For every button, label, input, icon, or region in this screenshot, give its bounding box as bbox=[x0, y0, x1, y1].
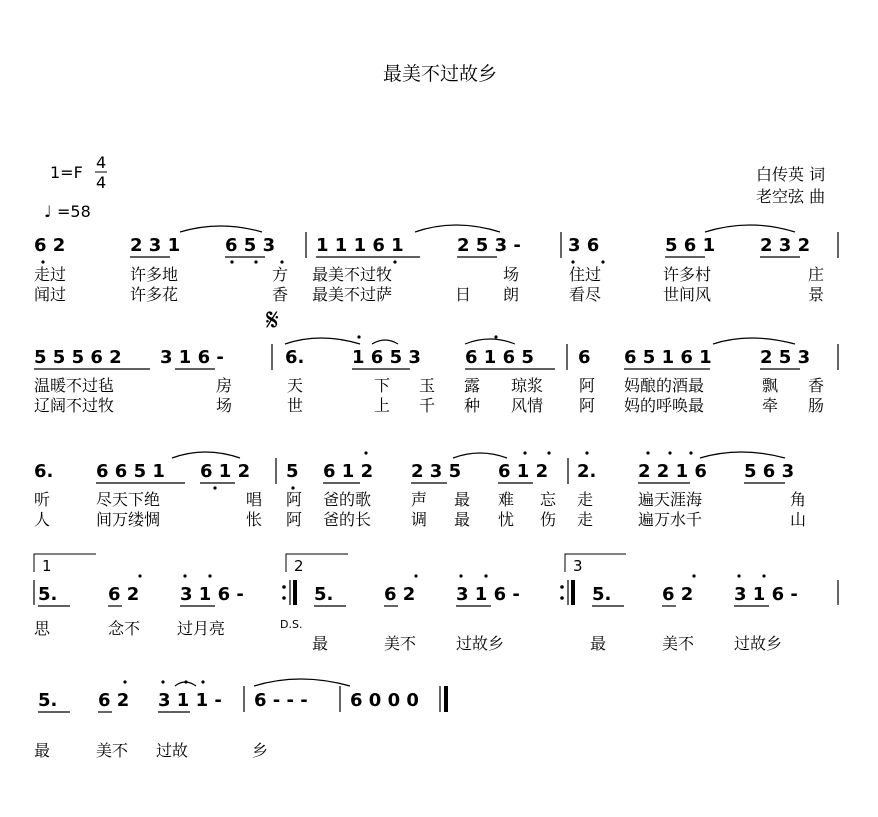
slur bbox=[372, 340, 398, 344]
lyric: 世 bbox=[287, 396, 304, 415]
octave-dot bbox=[547, 451, 550, 454]
octave-dot bbox=[208, 574, 211, 577]
lyric: 牵 bbox=[762, 396, 779, 415]
lyric: 忧 bbox=[498, 510, 515, 529]
note-group: 6 1 2 bbox=[498, 461, 549, 482]
note-group: 6 2 bbox=[662, 584, 694, 605]
octave-dot bbox=[123, 680, 126, 683]
lyric: 遍万水千 bbox=[638, 510, 703, 529]
note-group: 3 6 bbox=[568, 235, 600, 256]
octave-dot bbox=[230, 260, 233, 263]
note-group: 6 5 1 6 1 bbox=[624, 347, 712, 368]
note-group: 5 6 1 bbox=[665, 235, 716, 256]
lyric: 天 bbox=[287, 376, 304, 395]
lyric: 人 bbox=[34, 510, 51, 529]
lyric: 最 bbox=[454, 490, 471, 509]
octave-dot bbox=[571, 260, 574, 263]
slur bbox=[172, 452, 240, 458]
note-group: 6 2 bbox=[34, 235, 66, 256]
lyric: 场 bbox=[503, 265, 520, 284]
lyric: 间万缕惆 bbox=[96, 510, 161, 529]
lyric: 阿 bbox=[579, 376, 596, 395]
octave-dot bbox=[254, 260, 257, 263]
lyric: 许多村 bbox=[663, 265, 712, 284]
note-group: 5 5 5 6 2 bbox=[34, 347, 122, 368]
note-group: 2 3 5 bbox=[411, 461, 462, 482]
lyric: 调 bbox=[411, 510, 428, 529]
tempo-value: =58 bbox=[57, 202, 91, 221]
lyric: 种 bbox=[464, 396, 481, 415]
slur bbox=[713, 338, 795, 344]
note-group: 2 5 3 bbox=[760, 347, 811, 368]
lyric: 朗 bbox=[503, 285, 520, 304]
octave-dot bbox=[201, 680, 204, 683]
lyric: 最 bbox=[590, 634, 607, 653]
lyric: 琼浆 bbox=[511, 376, 544, 395]
lyric: 飘 bbox=[762, 376, 779, 395]
lyric: 美不 bbox=[662, 634, 695, 653]
lyric: 阿 bbox=[286, 510, 303, 529]
octave-dot bbox=[393, 260, 396, 263]
lyric: 乡 bbox=[252, 741, 269, 760]
lyric: 下 bbox=[374, 376, 391, 395]
slur bbox=[453, 453, 507, 458]
octave-dot bbox=[459, 574, 462, 577]
note-group: 6 2 bbox=[384, 584, 416, 605]
lyric: 声 bbox=[411, 490, 428, 509]
lyric: 风情 bbox=[511, 396, 544, 415]
note-group: 2 3 2 bbox=[760, 235, 811, 256]
note-group: 2. bbox=[577, 461, 597, 482]
note-group: 5 bbox=[286, 461, 299, 482]
note-group: 6. bbox=[34, 461, 54, 482]
octave-dot bbox=[183, 574, 186, 577]
repeat-dot bbox=[282, 596, 286, 600]
lyric: 山 bbox=[790, 510, 807, 529]
lyric: 过月亮 bbox=[177, 619, 226, 638]
octave-dot bbox=[523, 451, 526, 454]
lyric: 思 bbox=[34, 619, 51, 638]
lyric: 念不 bbox=[108, 619, 141, 638]
lyric: 世间风 bbox=[663, 285, 712, 304]
lyric: 走过 bbox=[34, 265, 67, 284]
slur bbox=[415, 225, 500, 232]
note-group: 5. bbox=[38, 690, 58, 711]
repeat-dot bbox=[282, 585, 286, 589]
lyric: 场 bbox=[216, 396, 233, 415]
lyric: 玉 bbox=[419, 376, 436, 395]
lyric: 温暖不过毡 bbox=[34, 376, 115, 395]
note-group: 1 1 1 6 1 bbox=[316, 235, 404, 256]
lyric: 听 bbox=[34, 490, 51, 509]
octave-dot bbox=[689, 451, 692, 454]
volta-number: 3 bbox=[573, 557, 583, 575]
lyric: 景 bbox=[808, 285, 825, 304]
lyric: 辽阔不过牧 bbox=[34, 396, 115, 415]
lyric: 千 bbox=[419, 396, 436, 415]
note-group: 2 2 1 6 bbox=[638, 461, 707, 482]
note-group: 6 1 2 bbox=[323, 461, 374, 482]
lyric: 走 bbox=[577, 510, 594, 529]
lyric: 美不 bbox=[96, 741, 129, 760]
row-3 bbox=[34, 451, 794, 489]
octave-dot bbox=[585, 451, 588, 454]
lyric: 爸的歌 bbox=[323, 490, 372, 509]
note-group: 2 3 1 bbox=[130, 235, 181, 256]
octave-dot bbox=[414, 574, 417, 577]
octave-dot bbox=[692, 574, 695, 577]
composer-credit: 老空弦 曲 bbox=[756, 187, 826, 206]
lyric: 最美不过萨 bbox=[312, 285, 393, 304]
song-title: 最美不过故乡 bbox=[382, 63, 498, 85]
note-group: 6 2 bbox=[98, 690, 130, 711]
lyric: 日 bbox=[455, 285, 472, 304]
note-group: 3 1 1 - bbox=[158, 690, 222, 711]
volta-number: 2 bbox=[294, 557, 304, 575]
octave-dot bbox=[357, 335, 360, 338]
note-group: 6 5 3 bbox=[225, 235, 276, 256]
octave-dot bbox=[762, 574, 765, 577]
lyric: 最美不过牧 bbox=[312, 265, 393, 284]
slur bbox=[700, 452, 785, 458]
slur bbox=[180, 226, 262, 232]
row-5 bbox=[38, 679, 446, 712]
lyric: 角 bbox=[790, 490, 807, 509]
lyric: 香 bbox=[272, 285, 289, 304]
note-group: 6 1 6 5 bbox=[465, 347, 534, 368]
lyric: 妈的呼唤最 bbox=[624, 396, 705, 415]
lyric: 过故 bbox=[156, 741, 189, 760]
note-group: 6 6 5 1 bbox=[96, 461, 165, 482]
time-signature-bottom: 4 bbox=[96, 173, 107, 192]
lyric: 许多地 bbox=[130, 265, 179, 284]
time-signature-top: 4 bbox=[96, 153, 107, 172]
note-group: 5. bbox=[592, 584, 612, 605]
note-group: 5 6 3 bbox=[744, 461, 795, 482]
lyric: 过故乡 bbox=[456, 634, 505, 653]
lyric: 尽天下绝 bbox=[96, 490, 161, 509]
lyric: 过故乡 bbox=[734, 634, 783, 653]
octave-dot bbox=[280, 260, 283, 263]
octave-dot bbox=[184, 680, 187, 683]
note-group: 3 1 6 - bbox=[734, 584, 798, 605]
note-group: 6 - - - bbox=[254, 690, 308, 711]
octave-dot bbox=[601, 260, 604, 263]
slur bbox=[465, 339, 515, 344]
note-group: 6 2 bbox=[108, 584, 140, 605]
note-group: 6 0 0 0 bbox=[350, 690, 419, 711]
lyric: 方 bbox=[272, 265, 289, 284]
octave-dot bbox=[737, 574, 740, 577]
note-group: 3 1 6 - bbox=[160, 347, 224, 368]
lyric: 许多花 bbox=[130, 285, 179, 304]
lyric: 最 bbox=[454, 510, 471, 529]
lyric: 怅 bbox=[246, 510, 263, 529]
lyric: 最 bbox=[312, 634, 329, 653]
lyric: 看尽 bbox=[569, 285, 602, 304]
row-4 bbox=[34, 554, 838, 606]
lyric: 露 bbox=[464, 376, 481, 395]
note-group: 6 1 2 bbox=[200, 461, 251, 482]
lyric: 难 bbox=[498, 490, 515, 509]
note-group: 1 6 5 3 bbox=[352, 347, 421, 368]
lyric: 走 bbox=[577, 490, 594, 509]
segno-icon: 𝄋 bbox=[266, 303, 279, 338]
lyric: 闻过 bbox=[34, 285, 67, 304]
octave-dot bbox=[161, 680, 164, 683]
lyric: 妈酿的酒最 bbox=[624, 376, 705, 395]
lyric: 忘 bbox=[540, 490, 557, 509]
note-group: 5. bbox=[38, 584, 58, 605]
lyric: 房 bbox=[216, 376, 233, 395]
lyric: 香 bbox=[808, 376, 825, 395]
slur bbox=[285, 338, 360, 344]
lyric: 肠 bbox=[808, 396, 825, 415]
lyric: 庄 bbox=[808, 265, 825, 284]
note-group: 3 1 6 - bbox=[180, 584, 244, 605]
note-group: 2 5 3 - bbox=[457, 235, 521, 256]
octave-dot bbox=[494, 335, 497, 338]
lyric: 伤 bbox=[540, 510, 557, 529]
key-signature: 1=F bbox=[50, 163, 83, 182]
repeat-dot bbox=[560, 585, 564, 589]
octave-dot bbox=[646, 451, 649, 454]
note-group: 5. bbox=[314, 584, 334, 605]
note-group: 3 1 6 - bbox=[456, 584, 520, 605]
note-group: 6 bbox=[578, 347, 591, 368]
lyric: 阿 bbox=[286, 490, 303, 509]
lyric: 最 bbox=[34, 741, 51, 760]
row-1 bbox=[34, 225, 838, 264]
lyric: 上 bbox=[374, 396, 391, 415]
note-group: 6. bbox=[285, 347, 305, 368]
tempo-note-icon: ♩ bbox=[44, 202, 52, 221]
lyric: 唱 bbox=[246, 490, 263, 509]
da-segno-mark: D.S. bbox=[280, 618, 303, 631]
lyricist-credit: 白传英 词 bbox=[756, 165, 826, 184]
octave-dot bbox=[213, 486, 216, 489]
lyric: 遍天涯海 bbox=[638, 490, 703, 509]
slur bbox=[705, 225, 795, 232]
lyric: 爸的长 bbox=[323, 510, 372, 529]
lyric: 住过 bbox=[569, 265, 602, 284]
octave-dot bbox=[41, 260, 44, 263]
octave-dot bbox=[668, 451, 671, 454]
octave-dot bbox=[484, 574, 487, 577]
volta-number: 1 bbox=[42, 557, 52, 575]
lyric: 美不 bbox=[384, 634, 417, 653]
lyric: 阿 bbox=[579, 396, 596, 415]
octave-dot bbox=[364, 451, 367, 454]
slur bbox=[254, 679, 350, 686]
row-2 bbox=[34, 335, 838, 370]
octave-dot bbox=[138, 574, 141, 577]
repeat-dot bbox=[560, 596, 564, 600]
